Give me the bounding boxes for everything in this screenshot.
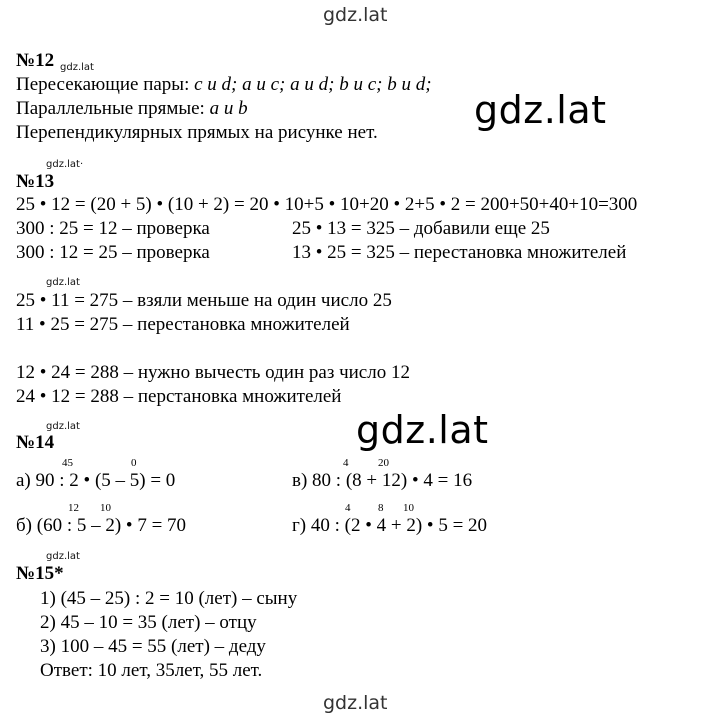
small-watermark: gdz.lat· — [46, 159, 84, 170]
task-14a-sup-2: 0 — [131, 457, 137, 469]
task-13-line-3a: 300 : 12 = 25 – проверка — [16, 242, 210, 263]
task-13-line-1: 25 • 12 = (20 + 5) • (10 + 2) = 20 • 10+5 • 10+20 • 2+5 • 2 = 200+50+40+10=300 — [16, 194, 638, 215]
small-watermark: gdz.lat — [46, 421, 80, 432]
task-14-title: №14 — [16, 432, 55, 453]
task-15-answer: Ответ: 10 лет, 35лет, 55 лет. — [40, 660, 263, 681]
task-13-line-6: 12 • 24 = 288 – нужно вычесть один раз число 12 — [16, 362, 410, 383]
task-15-line-3: 3) 100 – 45 = 55 (лет) – деду — [40, 636, 266, 657]
task-15-line-2: 2) 45 – 10 = 35 (лет) – отцу — [40, 612, 257, 633]
task-14b-sup-2: 10 — [100, 502, 111, 514]
task-14g: г) 40 : (2 • 4 + 2) • 5 = 20 — [292, 515, 488, 536]
site-watermark-bottom: gdz.lat — [323, 692, 388, 714]
task-14a-sup-1: 45 — [62, 457, 73, 469]
task-14v-sup-2: 20 — [378, 457, 389, 469]
task-12-line-1-value: c и d; a и c; a и d; b и c; b и d; — [194, 74, 432, 95]
task-13-title: №13 — [16, 171, 55, 192]
big-watermark-2: gdz.lat — [356, 408, 489, 452]
task-15-title: №15* — [16, 563, 64, 584]
task-12-line-2-value: a и b — [209, 98, 248, 119]
task-14g-sup-1: 4 — [345, 502, 351, 514]
small-watermark: gdz.lat — [46, 277, 80, 288]
task-12-line-3: Перепендикулярных прямых на рисунке нет. — [16, 122, 378, 143]
small-watermark: gdz.lat — [60, 62, 94, 73]
task-14b-sup-1: 12 — [68, 502, 79, 514]
small-watermark: gdz.lat — [46, 551, 80, 562]
task-12-line-2-label: Параллельные прямые: — [16, 98, 210, 119]
task-13-line-3b: 13 • 25 = 325 – перестановка множителей — [292, 242, 627, 263]
task-14a: а) 90 : 2 • (5 – 5) = 0 — [16, 470, 176, 491]
task-12-line-1-label: Пересекающие пары: — [16, 74, 195, 95]
task-12-line-2 — [16, 98, 248, 120]
big-watermark-1: gdz.lat — [474, 88, 607, 132]
task-13-line-2a: 300 : 25 = 12 – проверка — [16, 218, 210, 239]
task-14g-sup-2: 8 — [378, 502, 384, 514]
task-13-line-2b: 25 • 13 = 325 – добавили еще 25 — [292, 218, 550, 239]
task-14g-sup-3: 10 — [403, 502, 414, 514]
task-14b: б) (60 : 5 – 2) • 7 = 70 — [16, 515, 187, 536]
task-14v-sup-1: 4 — [343, 457, 349, 469]
task-15-line-1: 1) (45 – 25) : 2 = 10 (лет) – сыну — [40, 588, 298, 609]
task-13-line-5: 11 • 25 = 275 – перестановка множителей — [16, 314, 350, 335]
task-13-line-7: 24 • 12 = 288 – перстановка множителей — [16, 386, 342, 407]
task-12-title: №12 — [16, 50, 55, 71]
task-13-line-4: 25 • 11 = 275 – взяли меньше на один число 25 — [16, 290, 392, 311]
site-watermark-top: gdz.lat — [323, 4, 388, 26]
task-14v: в) 80 : (8 + 12) • 4 = 16 — [292, 470, 473, 491]
task-12-line-1 — [16, 74, 432, 96]
